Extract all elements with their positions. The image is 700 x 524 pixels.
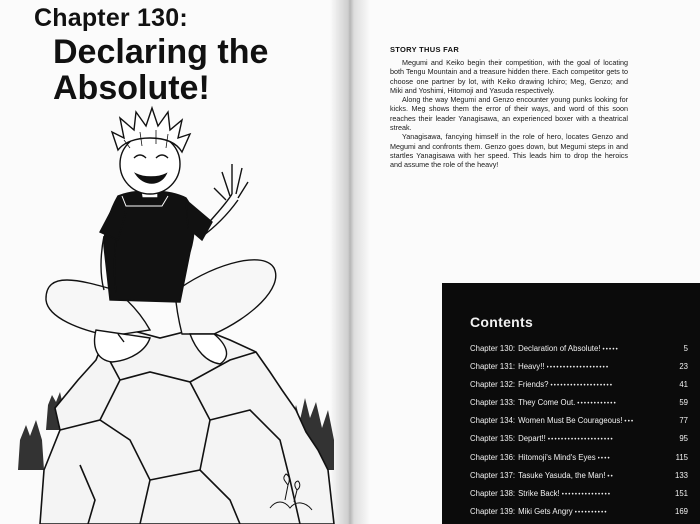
toc-page-number: 41 <box>679 380 688 390</box>
toc-entry <box>470 344 688 362</box>
toc-page-number: 23 <box>679 362 688 372</box>
toc-entry <box>470 489 688 507</box>
toc-dot-leader: •••••••••• <box>574 509 608 516</box>
toc-page-number: 59 <box>679 398 688 408</box>
toc-entry <box>470 416 688 434</box>
toc-chapter-title: Miki Gets Angry <box>518 506 573 516</box>
toc-dot-leader: •••• <box>597 455 611 462</box>
toc-entry <box>470 362 688 380</box>
toc-chapter-title: Tasuke Yasuda, the Man! <box>518 470 606 480</box>
chapter-number: Chapter 130: <box>34 4 188 32</box>
toc-chapter-title: Declaration of Absolute! <box>518 344 601 353</box>
toc-chapter-title: Women Must Be Courageous! <box>518 416 623 426</box>
toc-chapter-number: Chapter 137: <box>470 470 516 480</box>
toc-chapter-title: Strike Back! <box>518 488 560 498</box>
toc-chapter-title: Heavy!! <box>518 362 545 372</box>
story-paragraph: Along the way Megumi and Genzo encounter young punks looking for kicks. Meg shows them the error of their ways, and word of this soon reaches their leader Yanagisawa, an experienced boxer with a theatrical streak. <box>390 95 628 133</box>
toc-chapter-title: Friends? <box>518 380 549 390</box>
book-gutter <box>330 0 370 524</box>
toc-dot-leader: ••••••••••••••••••• <box>546 365 610 372</box>
toc-dot-leader: ••••••••••••••• <box>561 491 612 498</box>
toc-page-number: 77 <box>679 416 688 426</box>
toc-dot-leader: •••••••••••• <box>577 401 617 408</box>
chapter-title: Declaring the Absolute! <box>53 33 269 107</box>
toc-chapter-title: Depart!! <box>518 434 546 444</box>
toc-chapter-number: Chapter 134: <box>470 416 516 426</box>
toc-page-number: 5 <box>683 344 688 353</box>
toc-entry <box>470 380 688 398</box>
toc-entry <box>470 471 688 489</box>
toc-chapter-number: Chapter 139: <box>470 506 516 516</box>
toc-page-number: 169 <box>674 506 688 516</box>
toc-entry <box>470 434 688 452</box>
story-paragraph: Megumi and Keiko begin their competition, with the goal of locating both Tengu Mountain and a treasure hidden there. Each competitor gets to choose one partner by lot, with Keiko drawing Ichiro; Meg, Genzo; and Miki and Yoshimi, Hitomoji and Yasuda respectively. <box>390 58 628 95</box>
toc-entry <box>470 398 688 416</box>
toc-page-number: 115 <box>675 452 688 462</box>
toc-chapter-title: They Come Out. <box>518 398 576 408</box>
toc-dot-leader: •••••••••••••••••••• <box>547 437 614 444</box>
story-thus-far-heading: STORY THUS FAR <box>390 45 460 54</box>
right-page <box>350 0 700 524</box>
toc-chapter-number: Chapter 133: <box>470 398 516 408</box>
toc-chapter-number: Chapter 135: <box>470 434 516 444</box>
toc-dot-leader: ••••• <box>602 347 619 353</box>
toc-page-number: 133 <box>674 470 688 480</box>
toc-dot-leader: ••••••••••••••••••• <box>550 383 614 390</box>
toc-chapter-number: Chapter 136: <box>470 452 516 462</box>
toc-page-number: 95 <box>679 434 688 444</box>
toc-chapter-number: Chapter 138: <box>470 488 516 498</box>
contents-title: Contents <box>470 314 534 330</box>
story-paragraph: Yanagisawa, fancying himself in the role of hero, locates Genzo and Megumi and confronts them. Genzo goes down, but Megumi steps in and startles Yanagisawa with her speed. This leads him to drop the heroics and assume the role of the heavy! <box>390 132 628 170</box>
toc-entry <box>470 507 688 524</box>
contents-panel <box>442 283 700 524</box>
story-summary <box>390 58 628 170</box>
table-of-contents <box>470 344 688 524</box>
toc-chapter-number: Chapter 130: <box>470 344 516 353</box>
character <box>46 108 276 364</box>
toc-chapter-number: Chapter 132: <box>470 380 516 390</box>
toc-entry <box>470 453 688 471</box>
toc-dot-leader: ••• <box>624 419 635 426</box>
toc-chapter-number: Chapter 131: <box>470 362 516 372</box>
rock <box>40 328 334 524</box>
toc-dot-leader: •• <box>607 473 614 480</box>
toc-chapter-title: Hitomoji's Mind's Eyes <box>518 452 596 462</box>
toc-page-number: 151 <box>674 488 688 498</box>
